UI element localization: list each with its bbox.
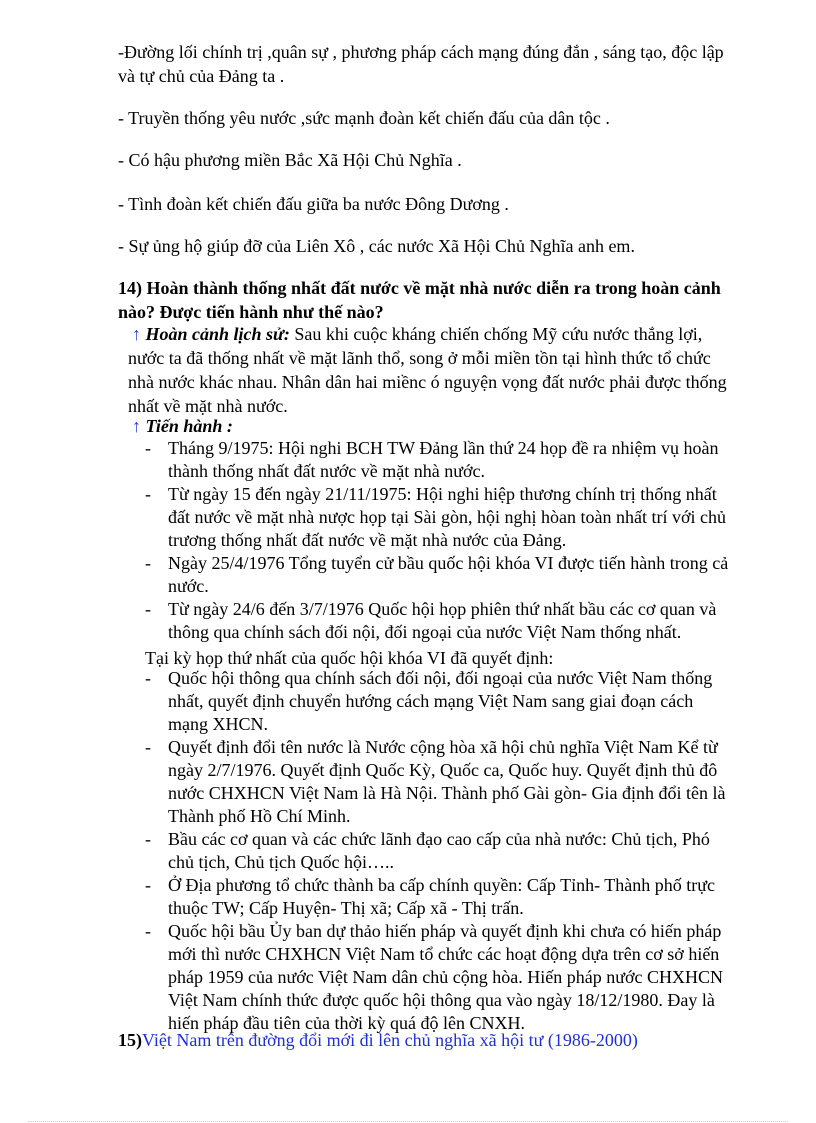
q14-title-line-2: nào? Được tiến hành như thế nào?: [118, 302, 384, 322]
context-line-2: nước ta đã thống nhất về mặt lãnh thổ, song ở mỗi miền tồn tại hình thức tổ chức: [128, 348, 711, 368]
list-bullet-dash: -: [145, 484, 151, 504]
list-item-line: Quyết định đổi tên nước là Nước cộng hòa xã hội chủ nghĩa Việt Nam Kể từ: [168, 737, 718, 757]
list-item-line: thành thống nhất đất nước về mặt nhà nước.: [168, 461, 485, 481]
list-item-line: Ngày 25/4/1976 Tổng tuyển cử bầu quốc hội khóa VI được tiến hành trong cả: [168, 553, 729, 573]
intro-line-1: -Đường lối chính trị ,quân sự , phương pháp cách mạng đúng đắn , sáng tạo, độc lập: [118, 42, 724, 62]
list-item-line: thuộc TW; Cấp Huyện- Thị xã; Cấp xã - Thị trấn.: [168, 898, 524, 918]
up-arrow-icon: ↑: [132, 324, 141, 344]
list-bullet-dash: -: [145, 438, 151, 458]
q14-title-line-1: 14) Hoàn thành thống nhất đất nước về mặt nhà nước diễn ra trong hoàn cảnh: [118, 278, 721, 298]
list-bullet-dash: -: [145, 875, 151, 895]
intro-bullet-1: - Truyền thống yêu nước ,sức mạnh đoàn kết chiến đấu của dân tộc .: [118, 108, 610, 128]
intro-bullet-3: - Tình đoàn kết chiến đấu giữa ba nước Đông Dương .: [118, 194, 509, 214]
session-intro: Tại kỳ họp thứ nhất của quốc hội khóa VI đã quyết định:: [145, 648, 554, 668]
list-item-line: Ở Địa phương tổ chức thành ba cấp chính quyền: Cấp Tỉnh- Thành phố trực: [168, 875, 715, 895]
process-label: Tiến hành :: [145, 416, 233, 436]
list-item-line: Việt Nam chính thức được quốc hội thông qua vào ngày 18/12/1980. Đay là: [168, 990, 715, 1010]
list-item-line: nhất, quyết định chuyển hướng cách mạng Việt Nam sang giai đoạn cách: [168, 691, 694, 711]
list-item-line: Quốc hội thông qua chính sách đối nội, đối ngoại của nước Việt Nam thống: [168, 668, 713, 688]
list-item-line: Tháng 9/1975: Hội nghi BCH TW Đảng lần thứ 24 họp đề ra nhiệm vụ hoàn: [168, 438, 719, 458]
list-item-line: Từ ngày 24/6 đến 3/7/1976 Quốc hội họp phiên thứ nhất bầu các cơ quan và: [168, 599, 717, 619]
q15-title: Việt Nam trên đường đổi mới đi lên chủ nghĩa xã hội tư (1986-2000): [142, 1030, 638, 1050]
list-item-line: mạng XHCN.: [168, 714, 268, 734]
up-arrow-icon: ↑: [132, 416, 141, 436]
list-item-line: thông qua chính sách đối nội, đối ngoại của nước Việt Nam thống nhất.: [168, 622, 682, 642]
list-item-line: Quốc hội bầu Ủy ban dự thảo hiến pháp và quyết định khi chưa có hiến pháp: [168, 921, 722, 941]
list-bullet-dash: -: [145, 829, 151, 849]
list-item-line: Bầu các cơ quan và các chức lãnh đạo cao cấp của nhà nước: Chủ tịch, Phó: [168, 829, 710, 849]
list-bullet-dash: -: [145, 668, 151, 688]
list-item-line: chủ tịch, Chủ tịch Quốc hội…..: [168, 852, 394, 872]
list-bullet-dash: -: [145, 553, 151, 573]
context-text-1: Sau khi cuộc kháng chiến chống Mỹ cứu nước thắng lợi,: [289, 324, 703, 344]
q15-number: 15): [118, 1030, 142, 1050]
process-heading: [132, 414, 233, 438]
intro-line-2: và tự chủ của Đảng ta .: [118, 66, 285, 86]
intro-bullet-2: - Có hậu phương miền Bắc Xã Hội Chủ Nghĩa .: [118, 150, 462, 170]
list-item-line: Thành phố Hồ Chí Minh.: [168, 806, 351, 826]
context-paragraph-line-1: [132, 322, 702, 346]
list-item-line: đất nước về mặt nhà nược họp tại Sài gòn, hội nghị hòan toàn nhất trí với chủ: [168, 507, 726, 527]
list-item-line: pháp 1959 của nước Việt Nam dân chủ cộng hòa. Hiến pháp nước CHXHCN: [168, 967, 724, 987]
context-line-3: nhà nước khác nhau. Nhân dân hai miềnc ó nguyện vọng đất nước phải được thống: [128, 372, 727, 392]
list-item-line: nước CHXHCN Việt Nam là Hà Nội. Thành phố Gài gòn- Gia định đổi tên là: [168, 783, 726, 803]
context-line-4: nhất về mặt nhà nước.: [128, 396, 288, 416]
list-item-line: Từ ngày 15 đến ngày 21/11/1975: Hội nghi hiệp thương chính trị thống nhất: [168, 484, 717, 504]
page-footer-divider: [28, 1121, 788, 1122]
list-item-line: nước.: [168, 576, 209, 596]
list-item-line: trương thống nhất đất nước về mặt nhà nước của Đảng.: [168, 530, 567, 550]
list-item-line: ngày 2/7/1976. Quyết định Quốc Kỳ, Quốc ca, Quốc huy. Quyết định thủ đô: [168, 760, 718, 780]
q15-heading: [118, 1028, 638, 1052]
list-bullet-dash: -: [145, 599, 151, 619]
intro-bullet-4: - Sự ủng hộ giúp đỡ của Liên Xô , các nước Xã Hội Chủ Nghĩa anh em.: [118, 236, 635, 256]
list-item-line: hiến pháp đầu tiên của thời kỳ quá độ lên CNXH.: [168, 1013, 525, 1033]
context-label: Hoàn cảnh lịch sử:: [145, 324, 290, 344]
list-bullet-dash: -: [145, 737, 151, 757]
list-item-line: mới thì nước CHXHCN Việt Nam tổ chức các hoạt động dựa trên cơ sở hiến: [168, 944, 720, 964]
list-bullet-dash: -: [145, 921, 151, 941]
